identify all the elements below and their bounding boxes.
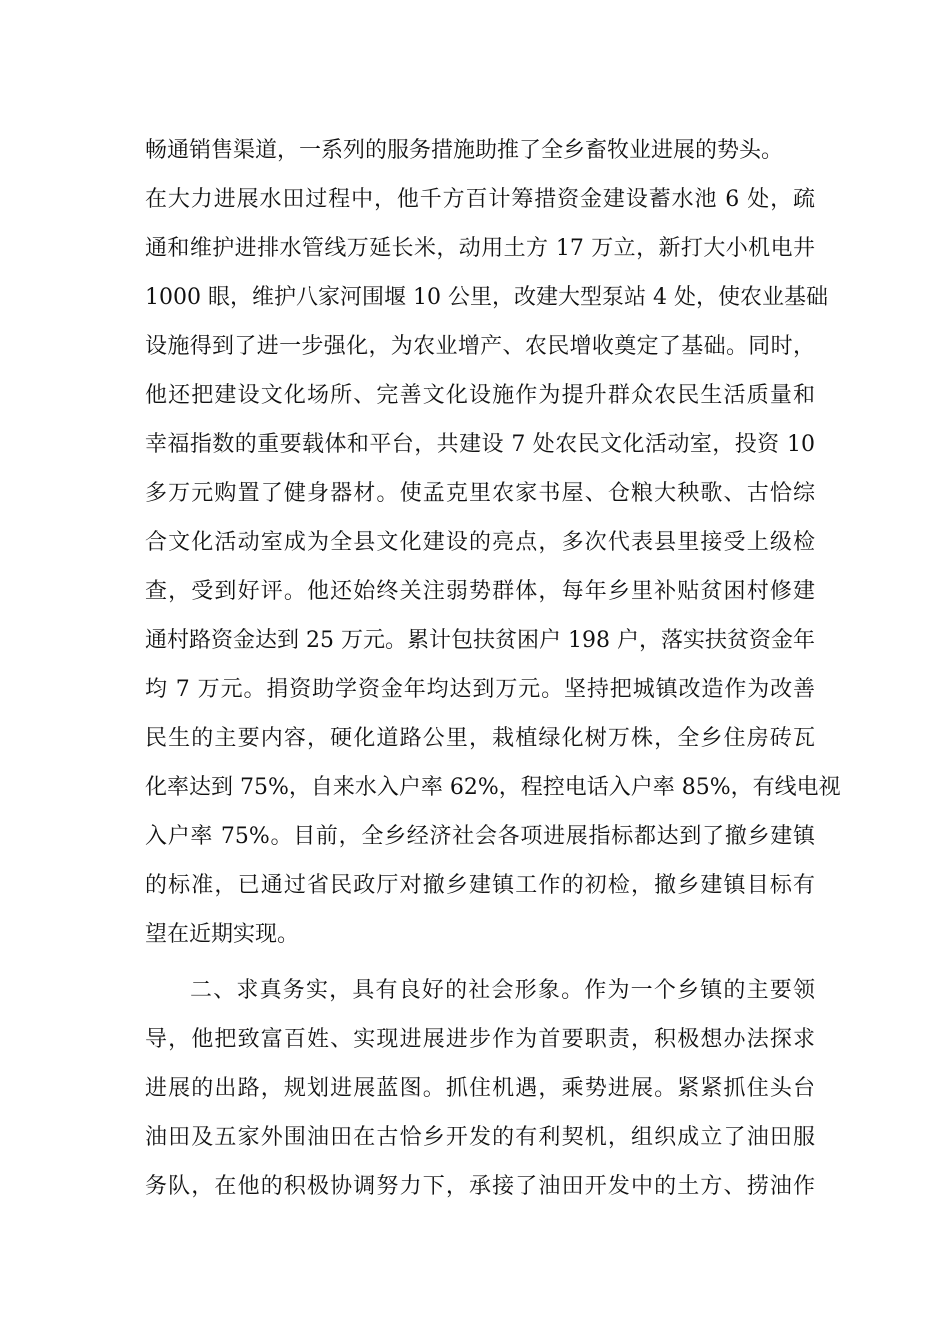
body-text-line: 多万元购置了健身器材。使孟克里农家书屋、仓粮大秧歌、古恰综 (145, 481, 815, 506)
body-text-line: 通村路资金达到 25 万元。累计包扶贫困户 198 户，落实扶贫资金年 (145, 628, 815, 653)
body-text-line: 均 7 万元。捐资助学资金年均达到万元。坚持把城镇改造作为改善 (145, 677, 815, 702)
body-text-line: 进展的出路，规划进展蓝图。抓住机遇，乘势进展。紧紧抓住头台 (145, 1076, 815, 1101)
body-text-line: 入户率 75%。目前，全乡经济社会各项进展指标都达到了撤乡建镇 (145, 824, 815, 849)
body-text-line: 油田及五家外围油田在古恰乡开发的有利契机，组织成立了油田服 (145, 1125, 815, 1150)
body-text-line: 他还把建设文化场所、完善文化设施作为提升群众农民生活质量和 (145, 383, 815, 408)
body-text-line: 1000 眼，维护八家河围堰 10 公里，改建大型泵站 4 处，使农业基础 (145, 285, 828, 310)
body-text-line: 的标准，已通过省民政厅对撤乡建镇工作的初检，撤乡建镇目标有 (145, 873, 815, 898)
body-text-line: 幸福指数的重要载体和平台，共建设 7 处农民文化活动室，投资 10 (145, 432, 815, 457)
body-text-line: 化率达到 75%，自来水入户率 62%，程控电话入户率 85%，有线电视 (145, 775, 841, 800)
section-heading-line: 二、求真务实，具有良好的社会形象。作为一个乡镇的主要领 (190, 978, 815, 1003)
body-text-line: 望在近期实现。 (145, 922, 300, 947)
body-text-line: 民生的主要内容，硬化道路公里，栽植绿化树万株，全乡住房砖瓦 (145, 726, 815, 751)
body-text-line: 导，他把致富百姓、实现进展进步作为首要职责，积极想办法探求 (145, 1027, 815, 1052)
body-text-line: 合文化活动室成为全县文化建设的亮点，多次代表县里接受上级检 (145, 530, 815, 555)
body-text-line: 查，受到好评。他还始终关注弱势群体，每年乡里补贴贫困村修建 (145, 579, 815, 604)
body-text-line: 通和维护进排水管线万延长米，动用土方 17 万立，新打大小机电井 (145, 236, 815, 261)
body-text-line: 在大力进展水田过程中，他千方百计筹措资金建设蓄水池 6 处，疏 (145, 187, 815, 212)
body-text-line: 畅通销售渠道，一系列的服务措施助推了全乡畜牧业进展的势头。 (145, 138, 784, 163)
body-text-line: 设施得到了进一步强化，为农业增产、农民增收奠定了基础。同时， (145, 334, 815, 359)
body-text-line: 务队，在他的积极协调努力下，承接了油田开发中的土方、捞油作 (145, 1174, 815, 1199)
